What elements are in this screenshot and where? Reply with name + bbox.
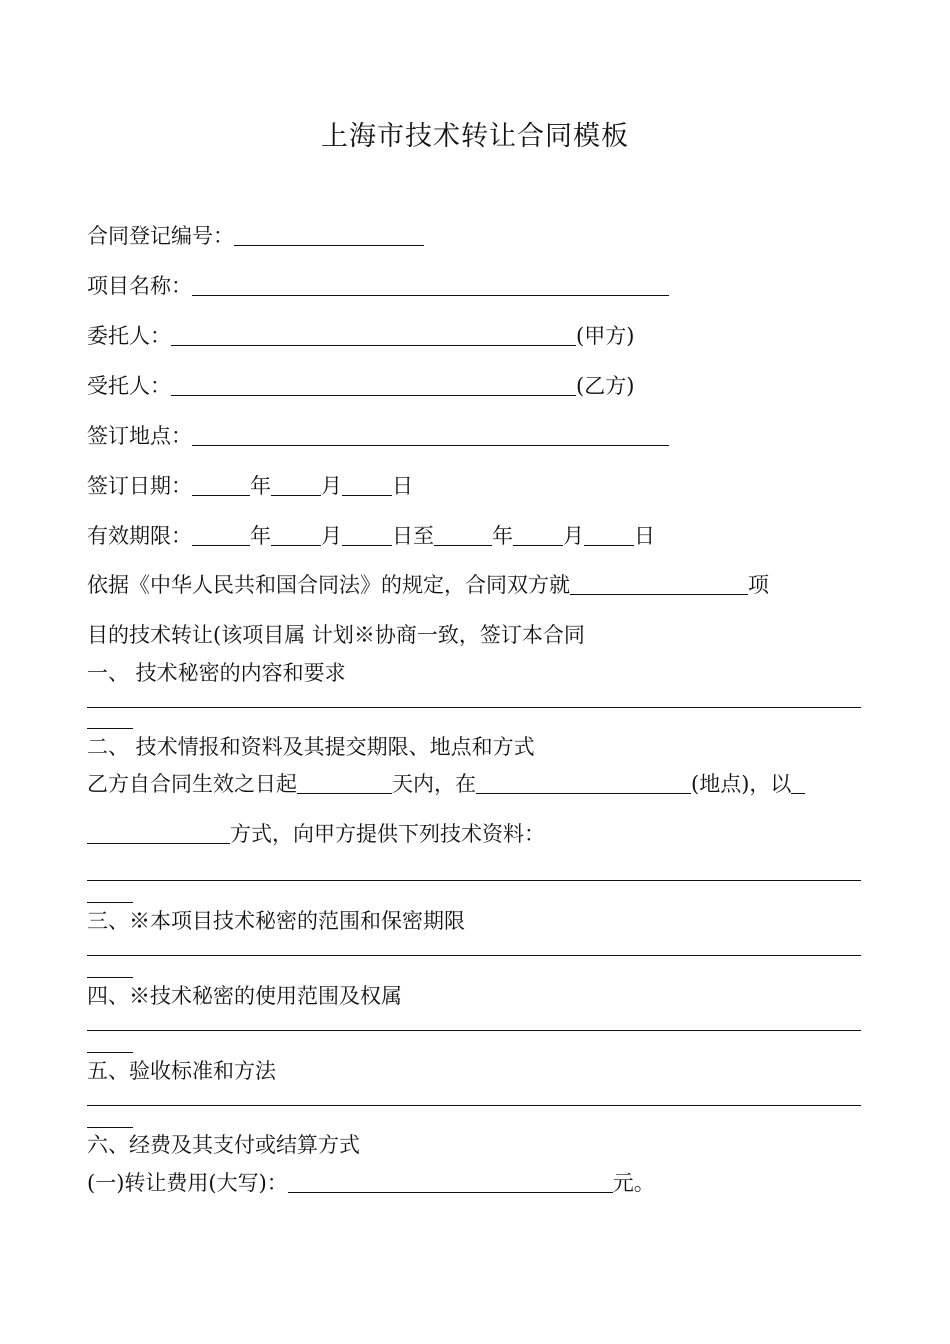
day-to-unit: 日至 [392, 524, 434, 548]
day-blank [342, 473, 392, 496]
trustee-label: 受托人： [87, 374, 171, 398]
days-blank [297, 771, 392, 794]
signing-place-field [87, 421, 669, 451]
section-3-heading: 三、※本项目技术秘密的范围和保密期限 [87, 909, 465, 933]
principal-label: 委托人： [87, 324, 171, 348]
month-blank [271, 473, 321, 496]
section-1-blank-line [87, 707, 861, 708]
principal-suffix: (甲方) [576, 324, 635, 348]
signing-date-field [87, 471, 413, 501]
section-4-blank-stub [87, 1052, 133, 1053]
year-unit: 年 [250, 524, 271, 548]
start-year-blank [192, 523, 250, 546]
section-5-heading: 五、验收标准和方法 [87, 1059, 276, 1083]
section-2-blank-line [87, 880, 861, 881]
month-unit: 月 [321, 474, 342, 498]
trustee-suffix: (乙方) [576, 374, 635, 398]
section-5-blank-stub [87, 1127, 133, 1128]
preamble-line-1 [87, 570, 769, 600]
project-name-field [87, 271, 669, 301]
location-blank [476, 771, 691, 794]
day-unit: 日 [634, 524, 655, 548]
section-3-blank-stub [87, 977, 133, 978]
section-2-text: 天内，在 [392, 772, 476, 796]
year-blank [192, 473, 250, 496]
preamble-text: 依据《中华人民共和国合同法》的规定，合同双方就 [87, 573, 570, 597]
method-blank [87, 821, 230, 844]
registration-number-blank [234, 223, 424, 246]
method-blank-start [791, 771, 805, 794]
transfer-fee-unit: 元。 [612, 1171, 655, 1195]
section-4-blank-line [87, 1030, 861, 1031]
month-unit: 月 [563, 524, 584, 548]
month-unit: 月 [321, 524, 342, 548]
project-name-blank [192, 273, 669, 296]
transfer-fee-field [87, 1168, 655, 1198]
registration-number-label: 合同登记编号： [87, 224, 234, 248]
section-2-blank-stub [87, 902, 133, 903]
section-2-text: (地点)，以 [691, 772, 792, 796]
preamble-line-2: 目的技术转让(该项目属 计划※协商一致，签订本合同 [87, 623, 585, 647]
section-1-heading: 一、 技术秘密的内容和要求 [87, 661, 346, 685]
section-1-blank-stub [87, 728, 133, 729]
document-title: 上海市技术转让合同模板 [321, 121, 629, 152]
principal-blank [171, 323, 576, 346]
section-2-text: 方式，向甲方提供下列技术资料： [230, 822, 545, 846]
registration-number-field [87, 221, 424, 251]
trustee-field [87, 371, 634, 401]
preamble-text-end: 项 [748, 573, 769, 597]
year-unit: 年 [492, 524, 513, 548]
end-year-blank [434, 523, 492, 546]
start-day-blank [342, 523, 392, 546]
end-month-blank [513, 523, 563, 546]
start-month-blank [271, 523, 321, 546]
section-2-text-line-2 [87, 819, 545, 849]
end-day-blank [584, 523, 634, 546]
section-3-blank-line [87, 955, 861, 956]
section-2-text-line-1 [87, 769, 805, 799]
day-unit: 日 [392, 474, 413, 498]
validity-period-field [87, 521, 655, 551]
validity-label: 有效期限： [87, 524, 192, 548]
project-blank [570, 572, 748, 595]
section-2-heading: 二、 技术情报和资料及其提交期限、地点和方式 [87, 735, 535, 759]
transfer-fee-label: (一)转让费用(大写)： [87, 1171, 288, 1195]
signing-place-blank [192, 423, 669, 446]
project-name-label: 项目名称： [87, 274, 192, 298]
signing-date-label: 签订日期： [87, 474, 192, 498]
section-5-blank-line [87, 1105, 861, 1106]
section-4-heading: 四、※技术秘密的使用范围及权属 [87, 984, 402, 1008]
trustee-blank [171, 373, 576, 396]
section-2-text: 乙方自合同生效之日起 [87, 772, 297, 796]
transfer-fee-blank [288, 1170, 613, 1193]
section-6-heading: 六、经费及其支付或结算方式 [87, 1133, 360, 1157]
signing-place-label: 签订地点： [87, 424, 192, 448]
year-unit: 年 [250, 474, 271, 498]
principal-field [87, 321, 634, 351]
